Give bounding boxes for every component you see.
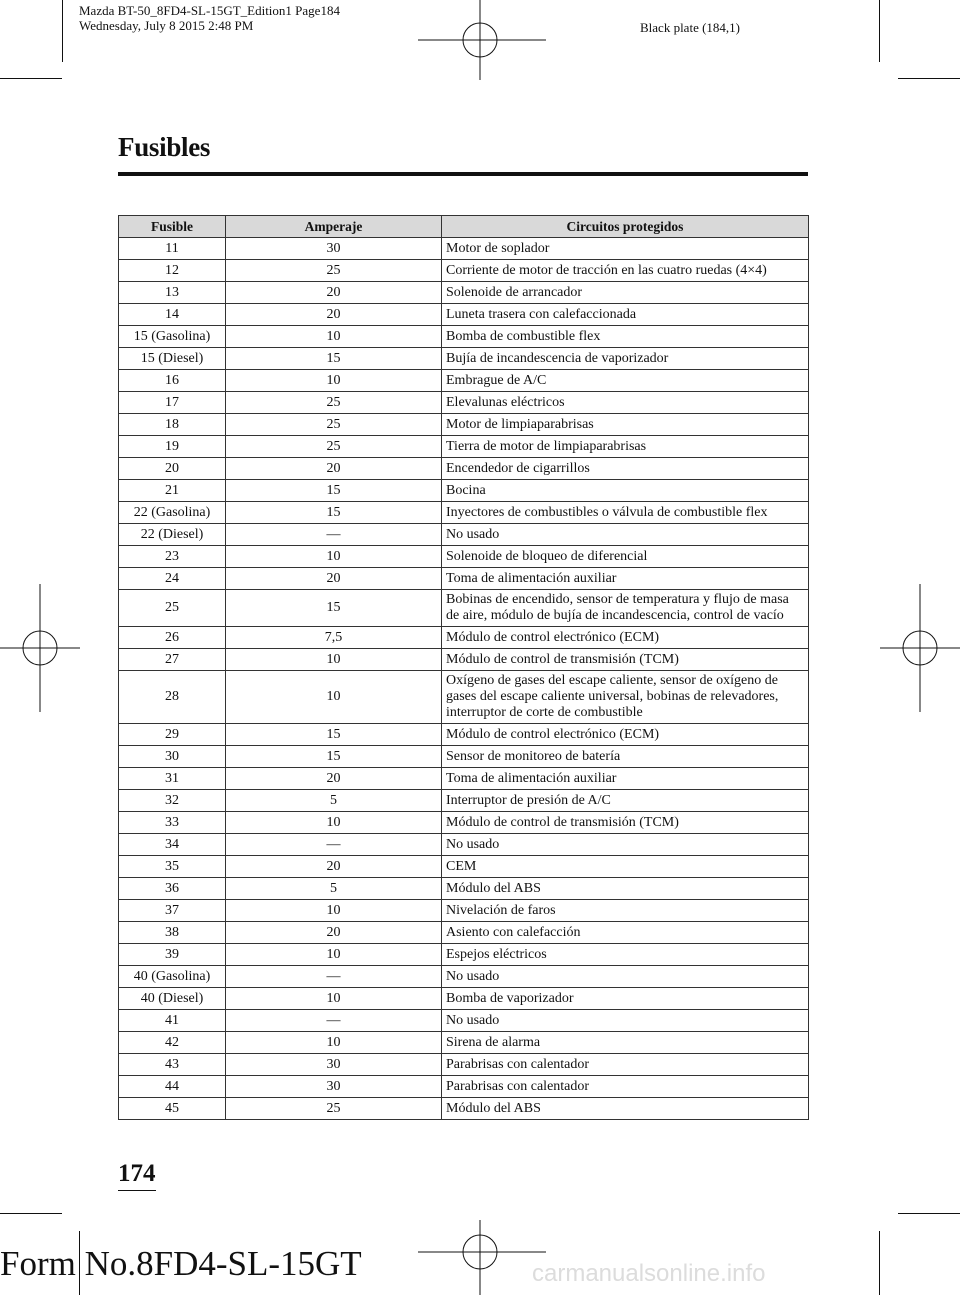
title-rule — [118, 172, 808, 176]
cell-circuit: Módulo de control electrónico (ECM) — [442, 724, 809, 746]
table-row — [119, 546, 809, 568]
header-fuse: Fusible — [119, 216, 226, 238]
cell-amperage: 10 — [226, 546, 442, 568]
cell-circuit: Encendedor de cigarrillos — [442, 458, 809, 480]
cell-circuit: Interruptor de presión de A/C — [442, 790, 809, 812]
cell-amperage: 5 — [226, 790, 442, 812]
cell-circuit: Solenoide de arrancador — [442, 282, 809, 304]
table-row — [119, 627, 809, 649]
cell-circuit: Módulo del ABS — [442, 878, 809, 900]
cell-fuse: 15 (Gasolina) — [119, 326, 226, 348]
fuse-table — [118, 215, 809, 1120]
table-row — [119, 671, 809, 724]
cell-circuit: Parabrisas con calentador — [442, 1054, 809, 1076]
table-row — [119, 502, 809, 524]
cell-fuse: 43 — [119, 1054, 226, 1076]
page-number: 174 — [118, 1160, 156, 1187]
cell-circuit: No usado — [442, 1010, 809, 1032]
table-row — [119, 966, 809, 988]
cell-circuit: Espejos eléctricos — [442, 944, 809, 966]
registration-mark-right — [880, 584, 960, 712]
table-row — [119, 878, 809, 900]
cell-fuse: 40 (Diesel) — [119, 988, 226, 1010]
cell-fuse: 13 — [119, 282, 226, 304]
table-row — [119, 834, 809, 856]
cell-circuit: Bomba de combustible flex — [442, 326, 809, 348]
cell-fuse: 15 (Diesel) — [119, 348, 226, 370]
cell-circuit: No usado — [442, 834, 809, 856]
cell-circuit: Parabrisas con calentador — [442, 1076, 809, 1098]
cell-amperage: 10 — [226, 1032, 442, 1054]
cell-fuse: 30 — [119, 746, 226, 768]
table-row — [119, 590, 809, 627]
header-circuits: Circuitos protegidos — [442, 216, 809, 238]
cell-fuse: 34 — [119, 834, 226, 856]
table-row — [119, 304, 809, 326]
cell-amperage: 10 — [226, 326, 442, 348]
cell-amperage: 10 — [226, 944, 442, 966]
crop-mark — [0, 1213, 62, 1214]
table-row — [119, 436, 809, 458]
table-row — [119, 768, 809, 790]
cell-circuit: Luneta trasera con calefaccionada — [442, 304, 809, 326]
cell-fuse: 22 (Diesel) — [119, 524, 226, 546]
cell-amperage: 25 — [226, 1098, 442, 1120]
cell-amperage: 10 — [226, 812, 442, 834]
cell-fuse: 21 — [119, 480, 226, 502]
print-header-file-line: Mazda BT-50_8FD4-SL-15GT_Edition1 Page184 — [79, 3, 340, 18]
cell-circuit: Módulo de control electrónico (ECM) — [442, 627, 809, 649]
cell-fuse: 11 — [119, 238, 226, 260]
table-row — [119, 1032, 809, 1054]
cell-circuit: Corriente de motor de tracción en las cuatro ruedas (4×4) — [442, 260, 809, 282]
form-number: Form No.8FD4-SL-15GT — [0, 1244, 362, 1283]
table-row — [119, 988, 809, 1010]
cell-fuse: 38 — [119, 922, 226, 944]
cell-fuse: 25 — [119, 590, 226, 627]
cell-circuit: Embrague de A/C — [442, 370, 809, 392]
cell-amperage: ― — [226, 834, 442, 856]
cell-amperage: 10 — [226, 649, 442, 671]
cell-circuit: Módulo de control de transmisión (TCM) — [442, 649, 809, 671]
table-row — [119, 1010, 809, 1032]
cell-fuse: 17 — [119, 392, 226, 414]
table-row — [119, 480, 809, 502]
cell-circuit: Bujía de incandescencia de vaporizador — [442, 348, 809, 370]
cell-fuse: 22 (Gasolina) — [119, 502, 226, 524]
cell-circuit: Sensor de monitoreo de batería — [442, 746, 809, 768]
cell-circuit: No usado — [442, 524, 809, 546]
registration-mark-bottom — [418, 1220, 546, 1295]
print-header-plate: Black plate (184,1) — [640, 20, 740, 35]
table-row — [119, 414, 809, 436]
table-row — [119, 944, 809, 966]
cell-circuit: Módulo de control de transmisión (TCM) — [442, 812, 809, 834]
crop-mark — [879, 0, 880, 62]
cell-amperage: 15 — [226, 724, 442, 746]
cell-amperage: 20 — [226, 282, 442, 304]
cell-amperage: 20 — [226, 768, 442, 790]
cell-amperage: 25 — [226, 392, 442, 414]
cell-amperage: 30 — [226, 1054, 442, 1076]
table-row — [119, 326, 809, 348]
cell-amperage: 10 — [226, 671, 442, 724]
cell-circuit: Motor de limpiaparabrisas — [442, 414, 809, 436]
crop-mark — [898, 1213, 960, 1214]
cell-fuse: 14 — [119, 304, 226, 326]
cell-circuit: Bocina — [442, 480, 809, 502]
cell-circuit: Solenoide de bloqueo de diferencial — [442, 546, 809, 568]
cell-fuse: 41 — [119, 1010, 226, 1032]
watermark: carmanualsonline.info — [532, 1260, 766, 1287]
cell-circuit: Tierra de motor de limpiaparabrisas — [442, 436, 809, 458]
cell-fuse: 24 — [119, 568, 226, 590]
cell-circuit: Bomba de vaporizador — [442, 988, 809, 1010]
cell-amperage: ― — [226, 966, 442, 988]
cell-amperage: 10 — [226, 370, 442, 392]
table-row — [119, 282, 809, 304]
cell-circuit: Toma de alimentación auxiliar — [442, 768, 809, 790]
cell-fuse: 42 — [119, 1032, 226, 1054]
fuse-table-body — [119, 238, 809, 1120]
registration-mark-left — [0, 584, 80, 712]
cell-fuse: 19 — [119, 436, 226, 458]
cell-fuse: 16 — [119, 370, 226, 392]
cell-amperage: 25 — [226, 260, 442, 282]
table-row — [119, 649, 809, 671]
cell-fuse: 39 — [119, 944, 226, 966]
table-row — [119, 724, 809, 746]
cell-fuse: 23 — [119, 546, 226, 568]
cell-amperage: 7,5 — [226, 627, 442, 649]
table-row — [119, 790, 809, 812]
crop-mark — [879, 1231, 880, 1295]
cell-amperage: 20 — [226, 922, 442, 944]
cell-amperage: ― — [226, 1010, 442, 1032]
header-amperage: Amperaje — [226, 216, 442, 238]
table-row — [119, 1076, 809, 1098]
cell-amperage: 30 — [226, 238, 442, 260]
crop-mark — [62, 0, 63, 62]
cell-fuse: 32 — [119, 790, 226, 812]
cell-amperage: 30 — [226, 1076, 442, 1098]
table-row — [119, 856, 809, 878]
table-row — [119, 458, 809, 480]
cell-circuit: Motor de soplador — [442, 238, 809, 260]
cell-amperage: 25 — [226, 436, 442, 458]
cell-fuse: 20 — [119, 458, 226, 480]
cell-amperage: 15 — [226, 480, 442, 502]
cell-amperage: 20 — [226, 304, 442, 326]
table-row — [119, 348, 809, 370]
cell-circuit: Bobinas de encendido, sensor de temperatura y flujo de masa de aire, módulo de bujía de incandescencia, control de vacío — [442, 590, 809, 627]
cell-amperage: 20 — [226, 458, 442, 480]
cell-fuse: 18 — [119, 414, 226, 436]
table-row — [119, 900, 809, 922]
cell-circuit: Elevalunas eléctricos — [442, 392, 809, 414]
cell-fuse: 33 — [119, 812, 226, 834]
cell-fuse: 28 — [119, 671, 226, 724]
table-header-row — [119, 216, 809, 238]
crop-mark — [898, 78, 960, 79]
cell-fuse: 29 — [119, 724, 226, 746]
cell-amperage: 20 — [226, 856, 442, 878]
crop-mark — [0, 78, 62, 79]
table-row — [119, 746, 809, 768]
table-row — [119, 238, 809, 260]
registration-mark-top — [418, 0, 546, 80]
table-row — [119, 392, 809, 414]
cell-fuse: 37 — [119, 900, 226, 922]
table-row — [119, 1098, 809, 1120]
table-row — [119, 568, 809, 590]
table-row — [119, 1054, 809, 1076]
table-row — [119, 812, 809, 834]
cell-fuse: 12 — [119, 260, 226, 282]
cell-circuit: Inyectores de combustibles o válvula de combustible flex — [442, 502, 809, 524]
cell-amperage: ― — [226, 524, 442, 546]
table-row — [119, 370, 809, 392]
cell-circuit: Módulo del ABS — [442, 1098, 809, 1120]
cell-fuse: 26 — [119, 627, 226, 649]
cell-amperage: 15 — [226, 348, 442, 370]
cell-amperage: 10 — [226, 900, 442, 922]
cell-amperage: 5 — [226, 878, 442, 900]
print-header-date-line: Wednesday, July 8 2015 2:48 PM — [79, 18, 254, 33]
page-number-rule — [118, 1190, 156, 1191]
cell-circuit: No usado — [442, 966, 809, 988]
cell-amperage: 15 — [226, 590, 442, 627]
cell-circuit: Nivelación de faros — [442, 900, 809, 922]
table-row — [119, 260, 809, 282]
cell-amperage: 15 — [226, 502, 442, 524]
cell-circuit: Toma de alimentación auxiliar — [442, 568, 809, 590]
cell-amperage: 20 — [226, 568, 442, 590]
section-title: Fusibles — [118, 132, 211, 162]
cell-fuse: 27 — [119, 649, 226, 671]
cell-circuit: Oxígeno de gases del escape caliente, sensor de oxígeno de gases del escape caliente universal, bobinas de relevadores, interruptor de corte de combustible — [442, 671, 809, 724]
cell-fuse: 31 — [119, 768, 226, 790]
cell-amperage: 10 — [226, 988, 442, 1010]
cell-fuse: 36 — [119, 878, 226, 900]
cell-fuse: 35 — [119, 856, 226, 878]
cell-fuse: 45 — [119, 1098, 226, 1120]
cell-amperage: 25 — [226, 414, 442, 436]
print-header-file — [79, 3, 340, 33]
cell-fuse: 44 — [119, 1076, 226, 1098]
cell-circuit: Asiento con calefacción — [442, 922, 809, 944]
table-row — [119, 922, 809, 944]
cell-amperage: 15 — [226, 746, 442, 768]
cell-circuit: CEM — [442, 856, 809, 878]
cell-circuit: Sirena de alarma — [442, 1032, 809, 1054]
cell-fuse: 40 (Gasolina) — [119, 966, 226, 988]
table-row — [119, 524, 809, 546]
